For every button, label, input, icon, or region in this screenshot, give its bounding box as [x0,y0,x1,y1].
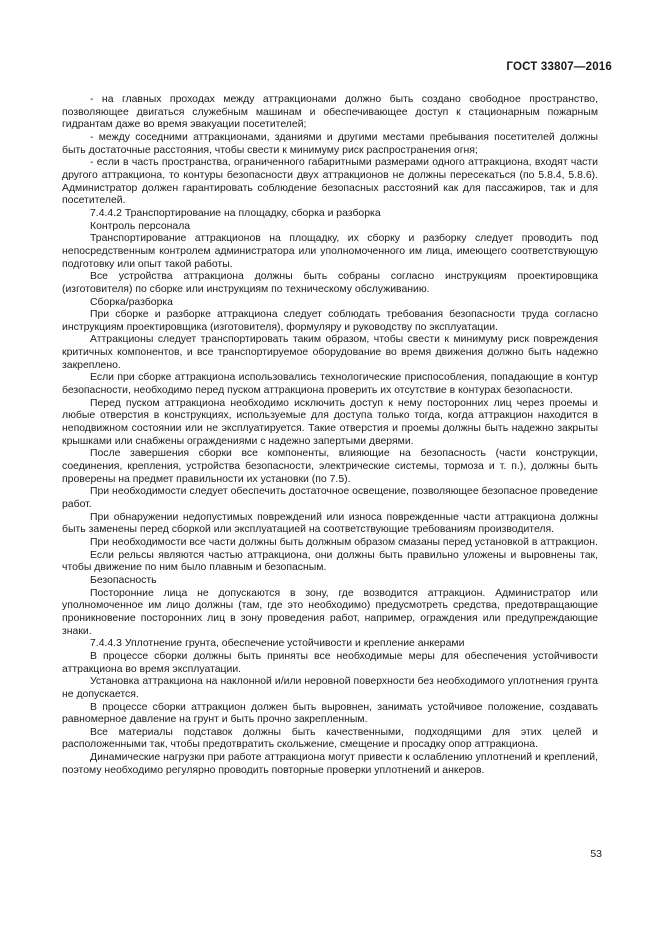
page-number: 53 [590,848,602,860]
section-heading: 7.4.4.2 Транспортирование на площадку, сборка и разборка [90,207,381,219]
section-heading: 7.4.4.3 Уплотнение грунта, обеспечение устойчивости и крепление анкерами [90,638,465,650]
paragraph: При сборке и разборке аттракциона следует соблюдать требования безопасности труда согласно инструкциям проектировщика (изготовителя), формуляру и руководству по эксплуатации. [62,309,598,333]
paragraph: В процессе сборки должны быть приняты все необходимые меры для обеспечения устойчивости аттракциона во время эксплуатации. [62,650,598,675]
subsection-heading: Сборка/разборка [90,296,173,308]
paragraph: Если при сборке аттракциона использовались технологические приспособления, попадающие в контур безопасности, необходимо перед пуском аттракциона проверить их отсутствие в контурах безопасности. [62,372,598,397]
list-item: - если в часть пространства, ограниченного габаритными размерами одного аттракциона, входят части другого аттракциона, то контуры безопасности двух аттракционов не должны пересекаться (по 5.8.4, 5.8.6). Администратор должен гарантировать соблюдение безопасных расстояний как для пассажиров, так и для посетителей. [62,157,598,207]
paragraph: В процессе сборки аттракцион должен быть выровнен, занимать устойчивое положение, создавать равномерное давление на грунт и быть прочно закрепленным. [62,701,598,726]
paragraph: После завершения сборки все компоненты, влияющие на безопасность (части конструкции, соединения, крепления, устройства безопасности, электрические системы, тормоза и т. п.), должны быть проверены на предмет правильности их установки (по 7.5). [62,448,598,485]
paragraph: При необходимости все части должны быть должным образом смазаны перед установкой в аттракцион. [90,536,598,548]
paragraph: При необходимости следует обеспечить достаточное освещение, позволяющее безопасное проведение работ. [62,486,598,510]
paragraph: Все материалы подставок должны быть качественными, подходящими для этих целей и расположенными так, чтобы предотвратить скольжение, смещение и просадку опор аттракциона. [62,726,598,751]
paragraph: Все устройства аттракциона должны быть собраны согласно инструкциям проектировщика (изготовителя) по сборке или инструкциям по техническому обслуживанию. [62,271,598,295]
list-item: - на главных проходах между аттракционами должно быть создано свободное пространство, позволяющее двигаться служебным машинам и обеспечивающее доступ к стационарным пожарным гидрантам даже во время эвакуации посетителей; [62,94,598,131]
paragraph: Динамические нагрузки при работе аттракциона могут привести к ослаблению уплотнений и креплений, поэтому необходимо регулярно проводить повторные проверки уплотнений и анкеров. [62,752,598,776]
paragraph: Аттракционы следует транспортировать таким образом, чтобы свести к минимуму риск повреждения критичных компонентов, и все транспортируемое оборудование во время движения должно быть надежно закреплено. [62,334,598,371]
paragraph: Транспортирование аттракционов на площадку, их сборку и разборку следует проводить под непосредственным контролем администратора или уполномоченного им лица, имеющего соответствующую подготовку или опыт такой работы. [62,233,598,270]
paragraph: Установка аттракциона на наклонной и/или неровной поверхности без необходимого уплотнения грунта не допускается. [62,676,598,700]
paragraph: При обнаружении недопустимых повреждений или износа поврежденные части аттракциона должны быть заменены перед сборкой или эксплуатацией на соответствующие требованиям производителя. [62,511,598,536]
paragraph: Если рельсы являются частью аттракциона, они должны быть правильно уложены и выровнены так, чтобы движение по ним было плавным и безопасным. [62,549,598,574]
list-item: - между соседними аттракционами, зданиями и другими местами пребывания посетителей должны быть достаточные расстояния, чтобы свести к минимуму риск распространения огня; [62,131,598,156]
subsection-heading: Контроль персонала [90,220,191,232]
subsection-heading: Безопасность [90,574,157,586]
paragraph: Перед пуском аттракциона необходимо исключить доступ к нему посторонних лиц через проемы и любые отверстия в конструкциях, используемые для доступа только тогда, когда аттракцион находится в неподвижном состоянии или не эксплуатируется. Такие отверстия и проемы должны быть надежно закрыты крышками или снабжены ограждениями с надежно запертыми дверями. [62,397,598,447]
document-code-header: ГОСТ 33807—2016 [506,61,612,73]
document-body [62,94,598,777]
paragraph: Посторонние лица не допускаются в зону, где возводится аттракцион. Администратор или уполномоченное им лицо должны (там, где это необходимо) предусмотреть средства, предотвращающие проникновение посторонних лиц в зону проведения работ, например, ограждения или предупреждающие знаки. [62,587,598,637]
